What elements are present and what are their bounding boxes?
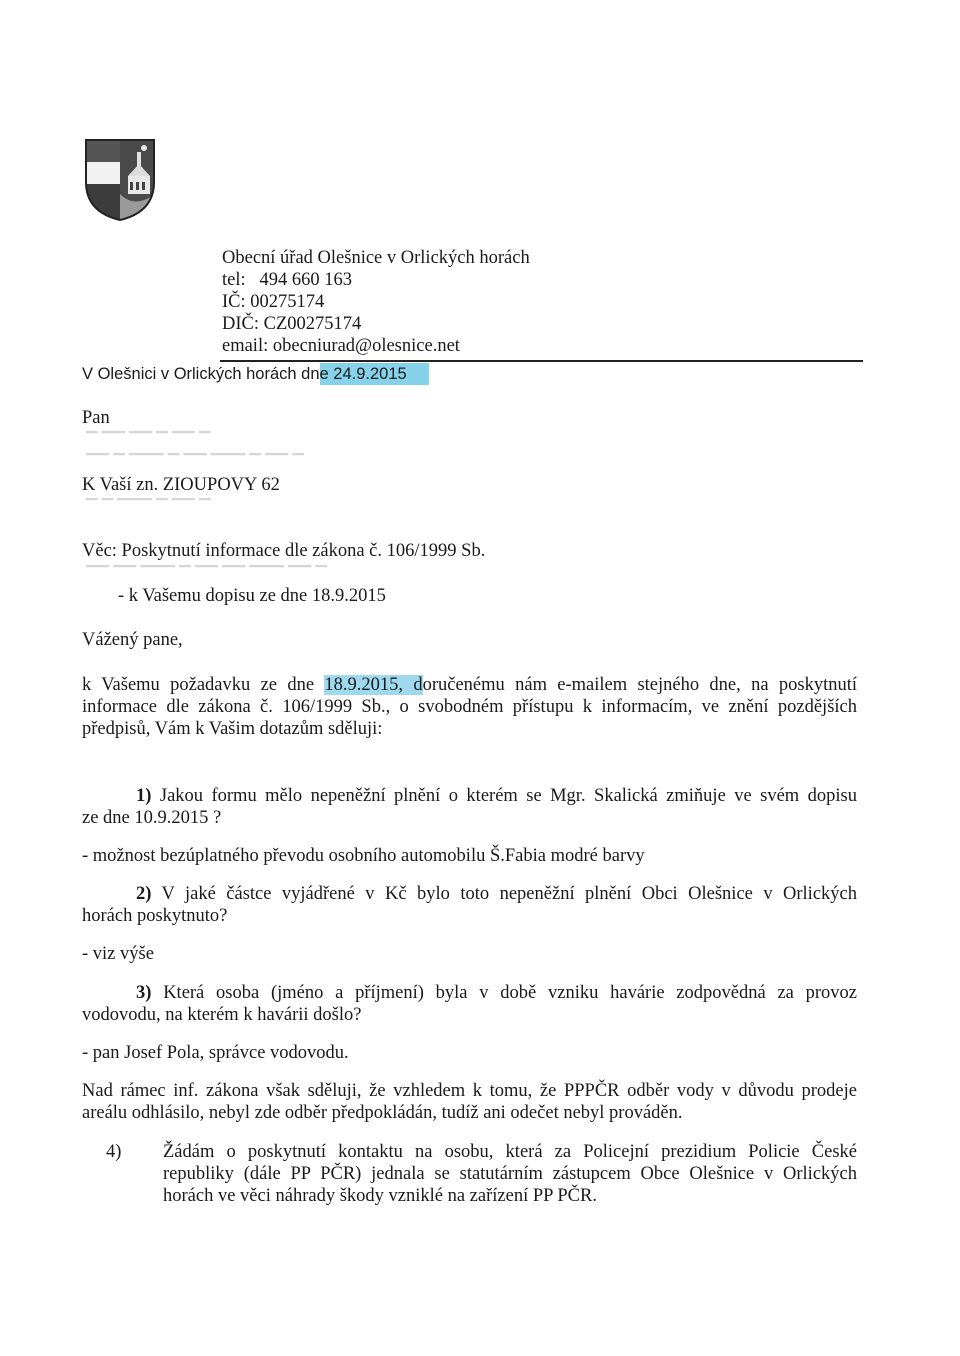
intro-text-a: k Vašemu požadavku ze dne bbox=[82, 675, 325, 695]
q1-text: Jakou formu mělo nepeněžní plnění o kterém se Mgr. Skalická zmiňuje ve svém dopisu bbox=[159, 786, 857, 806]
redacted-address: ▔▔ ▔ ▔▔▔ ▔ ▔▔ ▔▔▔ ▔ ▔▔ ▔ bbox=[86, 454, 304, 471]
office-dic: DIČ: CZ00275174 bbox=[222, 314, 362, 334]
greeting: Vážený pane, bbox=[82, 630, 183, 650]
question-1 bbox=[136, 786, 857, 807]
office-tel: tel: 494 660 163 bbox=[222, 270, 353, 290]
q3-text: Která osoba (jméno a příjmení) byla v době vzniku havárie zodpovědná za provoz bbox=[163, 983, 857, 1003]
coat-of-arms-logo bbox=[84, 138, 156, 222]
header-rule bbox=[220, 360, 863, 362]
answer-3: - pan Josef Pola, správce vodovodu. bbox=[82, 1043, 349, 1063]
intro-line-1 bbox=[82, 675, 857, 696]
subject-reference: - k Vašemu dopisu ze dne 18.9.2015 bbox=[118, 586, 386, 606]
office-email: email: obecniurad@olesnice.net bbox=[222, 336, 460, 356]
question-4-line-2: republiky (dále PP PČR) jednala se statutárním zástupcem Obce Olešnice v Orlických bbox=[163, 1164, 857, 1184]
intro-line-2: informace dle zákona č. 106/1999 Sb., o svobodném přístupu k informacím, ve znění pozdějších bbox=[82, 697, 857, 717]
dateline bbox=[82, 365, 429, 384]
answer-1: - možnost bezúplatného převodu osobního automobilu Š.Fabia modré barvy bbox=[82, 846, 645, 866]
question-4-line-1: Žádám o poskytnutí kontaktu na osobu, která za Policejní prezidium Policie České bbox=[163, 1142, 857, 1162]
q3-number: 3) bbox=[136, 983, 152, 1003]
reference: K Vaší zn. ZIOUPOVY 62 bbox=[82, 475, 280, 495]
office-ic: IČ: 00275174 bbox=[222, 292, 325, 312]
q2-number: 2) bbox=[136, 884, 152, 904]
question-3-cont: vodovodu, na kterém k havárii došlo? bbox=[82, 1005, 362, 1025]
dateline-prefix: V Olešnici v Orlických horách dn bbox=[82, 365, 320, 383]
subject-line: Věc: Poskytnutí informace dle zákona č. 106/1999 Sb. bbox=[82, 541, 486, 561]
redacted-ref: ▔ ▔ ▔▔▔ ▔ ▔▔ ▔ bbox=[86, 499, 211, 516]
question-3 bbox=[136, 983, 857, 1004]
q1-number: 1) bbox=[136, 786, 152, 806]
intro-text-b: oručenému nám e-mailem stejného dne, na poskytnutí bbox=[422, 675, 857, 695]
dateline-date-highlight: e 24.9.2015 bbox=[320, 363, 429, 385]
q2-text: V jaké částce vyjádřené v Kč bylo toto nepeněžní plnění Obci Olešnice v Orlických bbox=[161, 884, 857, 904]
question-2-cont: horách poskytnuto? bbox=[82, 906, 228, 926]
salutation-pan: Pan bbox=[82, 408, 110, 428]
office-name: Obecní úřad Olešnice v Orlických horách bbox=[222, 248, 530, 268]
intro-line-3: předpisů, Vám k Vašim dotazům sděluji: bbox=[82, 719, 383, 739]
extra-note-line-1: Nad rámec inf. zákona však sděluji, že vzhledem k tomu, že PPPČR odběr vody v důvodu prodeje bbox=[82, 1081, 857, 1101]
question-4-line-3: horách ve věci náhrady škody vzniklé na zařízení PP PČR. bbox=[163, 1186, 597, 1206]
answer-2: - viz výše bbox=[82, 944, 154, 964]
question-2 bbox=[136, 884, 857, 905]
extra-note-line-2: areálu odhlásilo, nebyl zde odběr předpokládán, tudíž ani odečet nebyl prováděn. bbox=[82, 1103, 683, 1123]
redacted-name: ▔ ▔▔ ▔▔ ▔ ▔▔ ▔ bbox=[86, 432, 211, 449]
intro-date-highlight: 18.9.2015, d bbox=[324, 675, 423, 695]
redacted-subject: ▔▔ ▔▔ ▔▔▔ ▔ ▔▔ ▔▔ ▔▔▔ ▔▔ ▔ bbox=[86, 566, 327, 583]
question-1-cont: ze dne 10.9.2015 ? bbox=[82, 808, 222, 828]
q4-number: 4) bbox=[106, 1142, 122, 1162]
